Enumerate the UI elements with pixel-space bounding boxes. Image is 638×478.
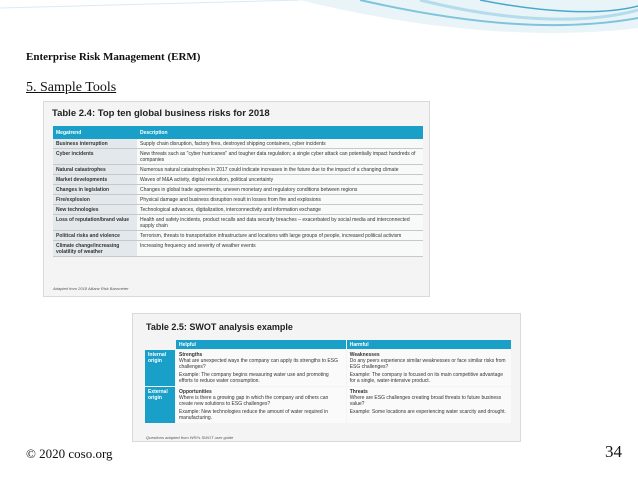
strengths-cell — [176, 350, 346, 386]
megatrend-cell: Changes in legislation — [53, 185, 137, 195]
description-cell: Changes in global trade agreements, uneven monetary and regulatory conditions between regions — [137, 185, 423, 195]
megatrend-cell: Political risks and violence — [53, 231, 137, 241]
megatrend-cell: Fire/explosion — [53, 195, 137, 205]
table-row — [53, 241, 423, 257]
description-cell: Health and safety incidents, product recalls and data security breaches – exacerbated by social media and interconnected supply chain — [137, 215, 423, 231]
risks-table-header-row — [53, 126, 423, 139]
swot-header-row — [145, 340, 511, 349]
threats-title: Threats — [349, 389, 368, 395]
swot-corner-cell — [145, 340, 175, 349]
weaknesses-cell — [347, 350, 511, 386]
risks-table-panel — [43, 101, 430, 297]
column-header-description: Description — [137, 126, 423, 139]
swot-row-internal — [145, 350, 511, 386]
column-header-harmful: Harmful — [347, 340, 511, 349]
opportunities-question: Where is there a growing gap in which the company and others can create new solutions to ESG challenges? — [179, 395, 329, 407]
megatrend-cell: Loss of reputation/brand value — [53, 215, 137, 231]
section-title: 5. Sample Tools — [26, 80, 117, 95]
table-row — [53, 185, 423, 195]
threats-example: Example: Some locations are experiencing water scarcity and drought. — [349, 409, 506, 415]
description-cell: Increasing frequency and severity of weather events — [137, 241, 423, 257]
megatrend-cell: Climate change/increasing volatility of weather — [53, 241, 137, 257]
table-row — [53, 215, 423, 231]
description-cell: Supply chain disruption, factory fires, destroyed shipping containers, cyber incidents — [137, 139, 423, 149]
column-header-helpful: Helpful — [176, 340, 346, 349]
threats-question: Where are ESG challenges creating broad threats to future business value? — [349, 395, 502, 407]
strengths-question: What are unexpected ways the company can apply its strengths to ESG challenges? — [179, 358, 338, 370]
megatrend-cell: Natural catastrophes — [53, 165, 137, 175]
swot-table-panel — [132, 313, 521, 442]
weaknesses-question: Do any peers experience similar weaknesses or face similar risks from ESG challenges? — [349, 358, 506, 370]
megatrend-cell: New technologies — [53, 205, 137, 215]
megatrend-cell: Market developments — [53, 175, 137, 185]
table-row — [53, 165, 423, 175]
table-row — [53, 175, 423, 185]
table-row — [53, 231, 423, 241]
weaknesses-title: Weaknesses — [349, 352, 380, 358]
swot-table — [144, 339, 512, 424]
table-row — [53, 195, 423, 205]
column-header-megatrend: Megatrend — [53, 126, 137, 139]
description-cell: Physical damage and business disruption result in losses from fire and explosions — [137, 195, 423, 205]
description-cell: Waves of M&A activity, digital revolution, political uncertainty — [137, 175, 423, 185]
swot-row-external — [145, 387, 511, 423]
description-cell: Numerous natural catastrophes in 2017 could indicate increases in the future due to the impact of a changing climate — [137, 165, 423, 175]
opportunities-cell — [176, 387, 346, 423]
header-title: Enterprise Risk Management (ERM) — [26, 51, 201, 63]
origin-label-external: External origin — [145, 387, 175, 423]
origin-label-internal: Internal origin — [145, 350, 175, 386]
strengths-title: Strengths — [179, 352, 203, 358]
swot-table-title: Table 2.5: SWOT analysis example — [146, 322, 293, 332]
page-number: 34 — [605, 442, 622, 461]
risks-table-source: Adapted from 2018 Allianz Risk Barometer — [53, 286, 129, 291]
description-cell: Terrorism, threats to transportation infrastructure and locations with large groups of people, increased political activism — [137, 231, 423, 241]
megatrend-cell: Business interruption — [53, 139, 137, 149]
description-cell: New threats such as "cyber hurricanes" and tougher data regulation; a single cyber attack can potentially impact hundreds of companies — [137, 149, 423, 165]
copyright-footer: © 2020 coso.org — [26, 446, 113, 461]
megatrend-cell: Cyber incidents — [53, 149, 137, 165]
threats-cell — [347, 387, 511, 423]
opportunities-title: Opportunities — [179, 389, 212, 395]
swot-table-source: Questions adapted from WRI's SWOT user guide — [146, 435, 234, 440]
opportunities-example: Example: New technologies reduce the amount of water required in manufacturing. — [179, 409, 328, 421]
table-row — [53, 205, 423, 215]
table-row — [53, 139, 423, 149]
risks-table-title: Table 2.4: Top ten global business risks for 2018 — [52, 108, 270, 119]
description-cell: Technological advances, digitalization, interconnectivity and information exchange — [137, 205, 423, 215]
strengths-example: Example: The company begins measuring water use and promoting efforts to reduce water consumption. — [179, 372, 329, 384]
risks-table — [53, 126, 423, 257]
table-row — [53, 149, 423, 165]
weaknesses-example: Example: The company is focused on its main competitive advantage for a single, water-intensive product. — [349, 372, 504, 384]
